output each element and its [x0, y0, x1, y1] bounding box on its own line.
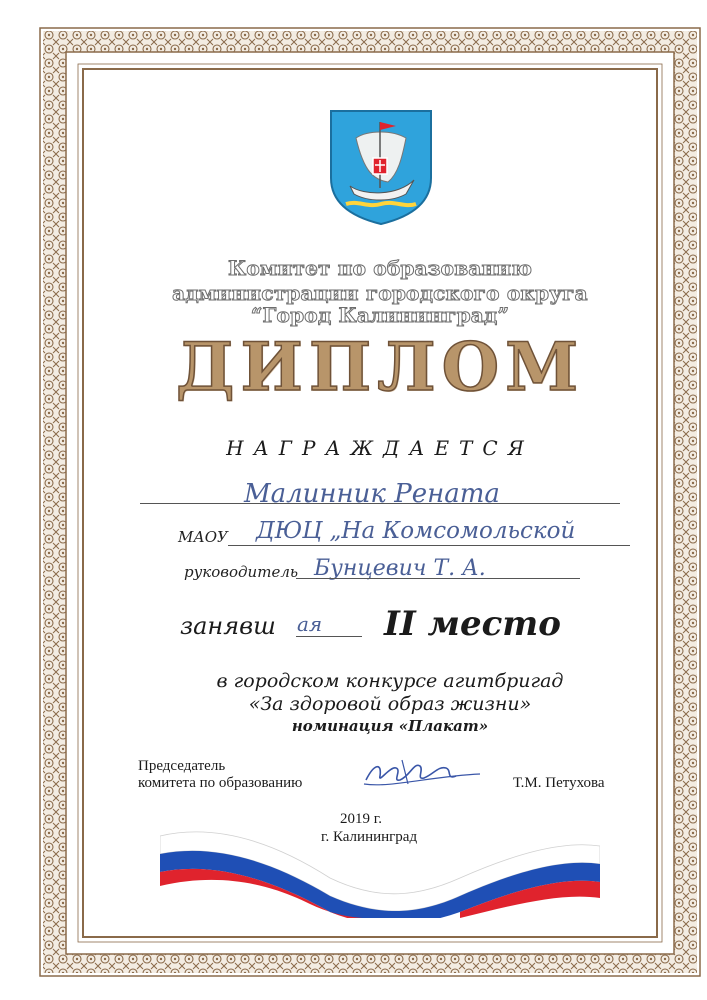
city: г. Калининград: [321, 829, 418, 845]
org-line-2: администрации городского округа: [172, 281, 588, 305]
recipient-name: Малинник Рената: [244, 479, 500, 509]
contest-nomination: номинация «Плакат»: [291, 717, 489, 735]
awarded-heading: НАГРАЖДАЕТСЯ: [226, 436, 534, 460]
place-suffix: ая: [297, 612, 323, 636]
signature-icon: [362, 754, 482, 792]
leader-label: руководитель: [184, 563, 299, 581]
signer-title-1: Председатель: [138, 758, 226, 774]
place-suffix-line: [296, 636, 362, 637]
contest-line-2: «За здоровой образ жизни»: [248, 693, 532, 715]
place-value: II место: [384, 604, 561, 644]
year: 2019 г.: [340, 811, 382, 827]
org-line-3: “Город Калининград”: [250, 303, 510, 327]
russian-flag-ribbon-icon: [160, 826, 600, 918]
coat-of-arms-icon: [328, 108, 434, 226]
signer-title-2: комитета по образованию: [138, 775, 303, 791]
school-label: МАОУ: [178, 528, 228, 546]
org-line-1: Комитет по образованию: [227, 256, 533, 280]
school-line: [228, 545, 630, 546]
school-value: ДЮЦ „На Комсомольской: [256, 518, 576, 544]
signer-name: Т.М. Петухова: [513, 775, 605, 791]
leader-line: [296, 578, 580, 579]
recipient-line: [140, 503, 620, 504]
leader-value: Бунцевич Т. А.: [314, 556, 486, 581]
place-label: занявш: [180, 612, 276, 640]
diploma-title: ДИПЛОМ: [175, 328, 585, 406]
contest-line-1: в городском конкурсе агитбригад: [216, 670, 564, 692]
